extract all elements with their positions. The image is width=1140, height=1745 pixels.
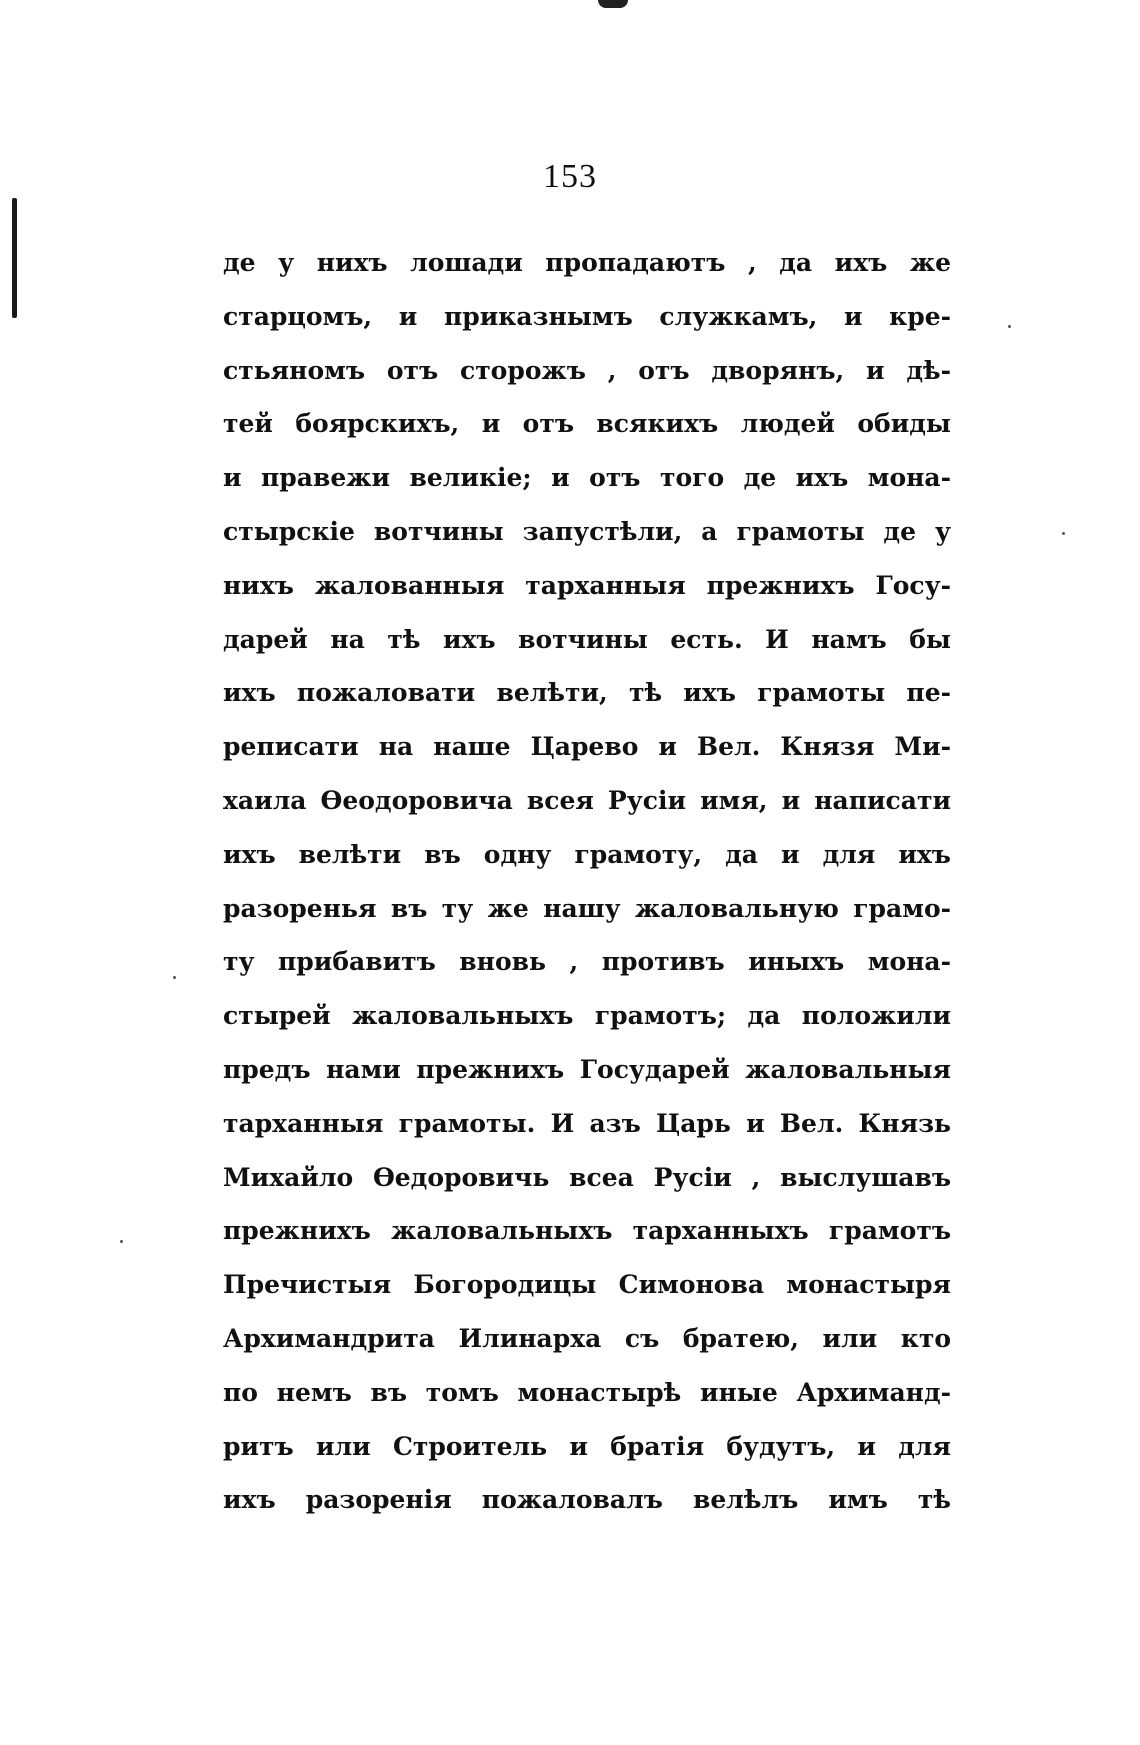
- text-line: Архимандрита Илинарха съ братею, или кто: [223, 1323, 951, 1353]
- scan-speck: [173, 976, 176, 979]
- scan-speck: [1062, 532, 1065, 535]
- text-line: предъ нами прежнихъ Государей жаловальныя: [223, 1054, 951, 1084]
- text-line: тарханныя грамоты. И азъ Царь и Вел. Князь: [223, 1108, 951, 1138]
- binding-mark: [598, 0, 628, 8]
- page-number: 153: [543, 158, 597, 195]
- text-line: ту прибавитъ вновь , противъ иныхъ мона-: [223, 947, 951, 977]
- text-line: Михайло Ѳедоровичь всеа Русіи , выслушавъ: [223, 1162, 951, 1192]
- text-line: нихъ жалованныя тарханныя прежнихъ Госу-: [223, 570, 951, 600]
- text-line: хаила Ѳеодоровича всея Русіи имя, и написати: [223, 785, 951, 815]
- scan-speck: [120, 1240, 123, 1243]
- text-line: дарей на тѣ ихъ вотчины есть. И намъ бы: [223, 624, 951, 654]
- text-line: стьяномъ отъ сторожъ , отъ дворянъ, и дѣ-: [223, 355, 951, 385]
- text-line: ихъ разоренія пожаловалъ велѣлъ имъ тѣ: [223, 1485, 951, 1515]
- text-line: Пречистыя Богородицы Симонова монастыря: [223, 1270, 951, 1300]
- text-line: и правежи великіе; и отъ того де ихъ мона-: [223, 463, 951, 493]
- text-line: стырскіе вотчины запустѣли, а грамоты де у: [223, 516, 951, 546]
- scan-speck: [1008, 325, 1011, 328]
- text-line: разоренья въ ту же нашу жаловальную грамо-: [223, 893, 951, 923]
- text-line: по немъ въ томъ монастырѣ иные Архиманд-: [223, 1377, 951, 1407]
- text-line: де у нихъ лошади пропадаютъ , да ихъ же: [223, 248, 951, 277]
- text-line: тей боярскихъ, и отъ всякихъ людей обиды: [223, 409, 951, 439]
- text-line: прежнихъ жаловальныхъ тарханныхъ грамотъ: [223, 1216, 951, 1246]
- body-text: [223, 236, 951, 1527]
- text-line: ритъ или Строитель и братія будутъ, и для: [223, 1431, 951, 1461]
- text-line: ихъ велѣти въ одну грамоту, да и для ихъ: [223, 839, 951, 869]
- text-line: реписати на наше Царево и Вел. Князя Ми-: [223, 732, 951, 762]
- text-line: стырей жаловальныхъ грамотъ; да положили: [223, 1001, 951, 1031]
- text-line: старцомъ, и приказнымъ служкамъ, и кре-: [223, 301, 951, 331]
- text-line: ихъ пожаловати велѣти, тѣ ихъ грамоты пе-: [223, 678, 951, 708]
- margin-rule: [12, 198, 17, 318]
